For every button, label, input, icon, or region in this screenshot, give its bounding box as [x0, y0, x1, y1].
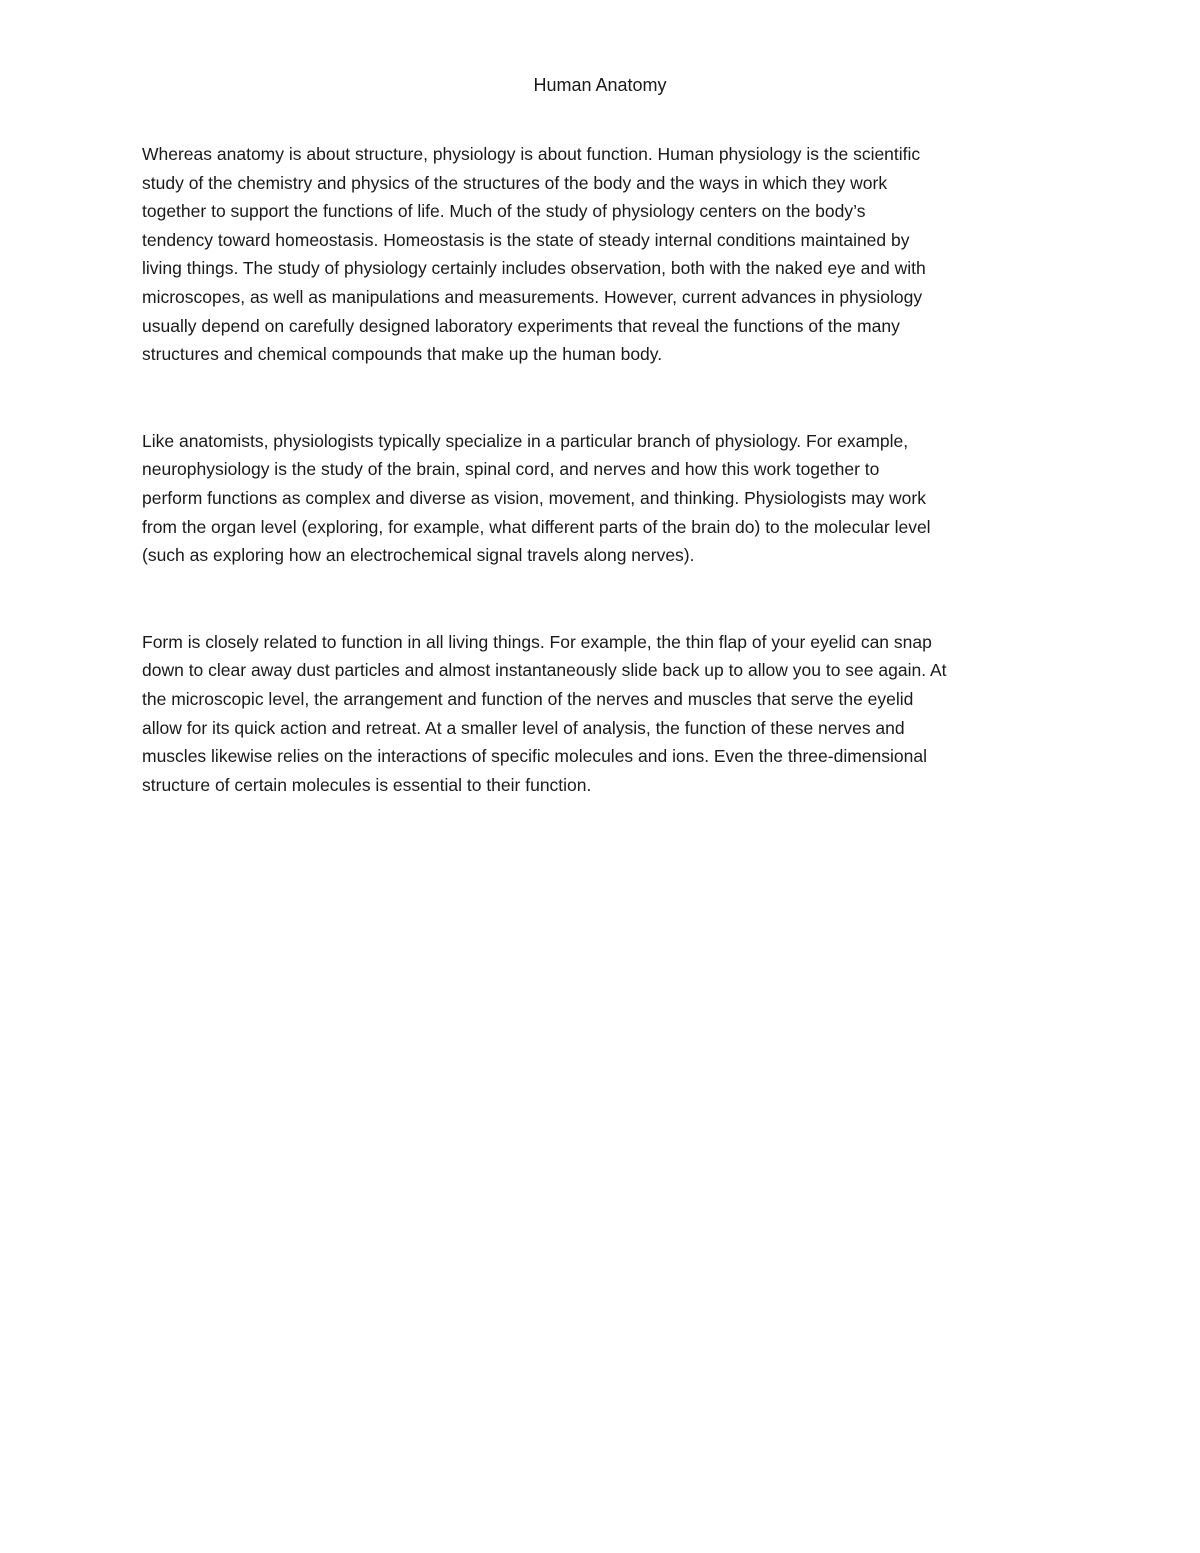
paragraph-line: allow for its quick action and retreat. At a smaller level of analysis, the function of these nerves and: [142, 717, 905, 738]
paragraph-line: structures and chemical compounds that make up the human body.: [142, 344, 663, 365]
paragraph-line: the microscopic level, the arrangement and function of the nerves and muscles that serve the eyelid: [142, 688, 914, 709]
paragraph-line: study of the chemistry and physics of the structures of the body and the ways in which they work: [142, 172, 888, 193]
paragraph-line: muscles likewise relies on the interactions of specific molecules and ions. Even the three-dimensional: [142, 746, 927, 767]
paragraph-line: living things. The study of physiology certainly includes observation, both with the naked eye and with: [142, 258, 926, 279]
paragraph-line: down to clear away dust particles and almost instantaneously slide back up to allow you to see again. At: [142, 660, 947, 681]
paragraph-line: tendency toward homeostasis. Homeostasis is the state of steady internal conditions maintained by: [142, 229, 910, 250]
paragraph-line: Like anatomists, physiologists typically specialize in a particular branch of physiology. For example,: [142, 430, 909, 451]
paragraph-line: microscopes, as well as manipulations and measurements. However, current advances in physiology: [142, 286, 923, 307]
paragraph-line: structure of certain molecules is essential to their function.: [142, 774, 592, 795]
paragraph-line: together to support the functions of life. Much of the study of physiology centers on the body’s: [142, 201, 866, 222]
document-body: [142, 140, 1058, 857]
paragraph-line: perform functions as complex and diverse as vision, movement, and thinking. Physiologists may work: [142, 487, 926, 508]
paragraph-line: Form is closely related to function in all living things. For example, the thin flap of your eyelid can snap: [142, 631, 932, 652]
paragraph-line: from the organ level (exploring, for example, what different parts of the brain do) to the molecular level: [142, 516, 931, 537]
paragraph-form-and-function: [142, 628, 1058, 800]
paragraph-line: neurophysiology is the study of the brain, spinal cord, and nerves and how this work together to: [142, 459, 880, 480]
paragraph-line: (such as exploring how an electrochemical signal travels along nerves).: [142, 545, 695, 566]
document-title: Human Anatomy: [533, 75, 667, 95]
paragraph-line: usually depend on carefully designed laboratory experiments that reveal the functions of the many: [142, 315, 900, 336]
paragraph-line: Whereas anatomy is about structure, physiology is about function. Human physiology is the scientific: [142, 144, 921, 164]
paragraph-physiology-definition: [142, 140, 1058, 369]
paragraph-physiologists: [142, 427, 1058, 570]
